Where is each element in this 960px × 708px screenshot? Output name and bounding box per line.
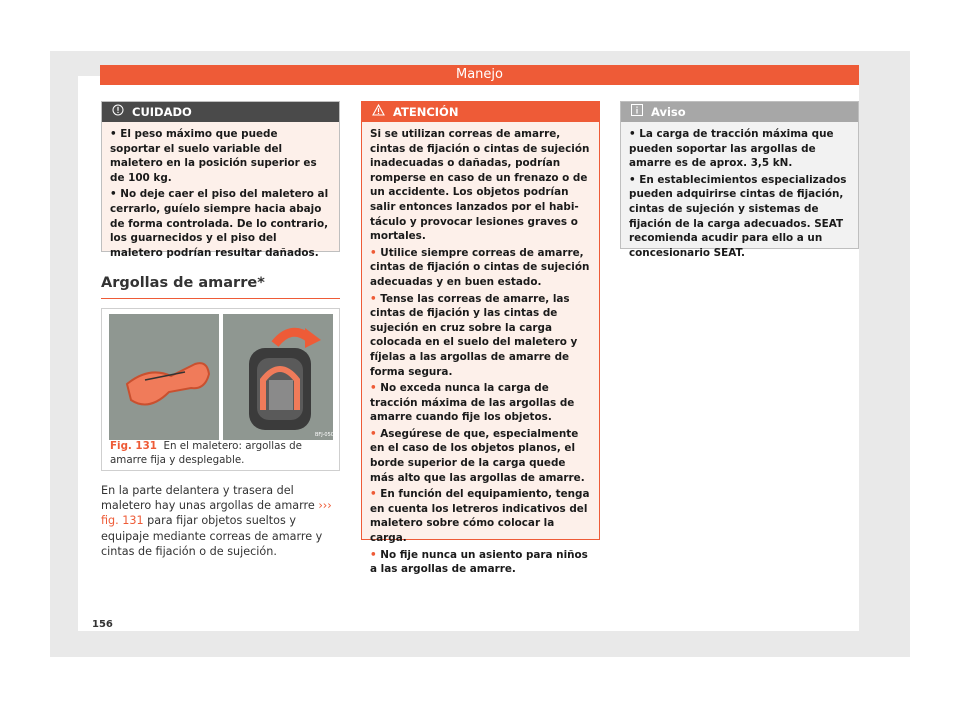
warning-item: • Tense las correas de amarre, las cintas de fijación y las cintas de sujeción en cruz sobre la carga colocada en el suelo del maletero y fíjelas a las argollas de amarre de forma segura. [370, 292, 578, 378]
body-paragraph: En la parte delantera y trasera del maletero hay unas argollas de amarre ››› fig. 131 para fijar objetos sueltos y equipaje mediante correas de amarre y cintas de fijación o de sujeción. [101, 484, 332, 558]
warning-item: • Asegúrese de que, especialmente en el caso de los objetos planos, el borde superior de la carga quede más alto que las argollas de amarre. [370, 427, 585, 484]
warning-intro: Si se utilizan correas de amarre, cintas de fijación o cintas de sujeción inadecuadas o dañadas, podrían romperse en caso de un frenazo o de un accidente. Los objetos podrían salir entonces lanzados por el habitáculo y provocar lesiones graves o mortales. [370, 128, 590, 243]
figure-link[interactable]: fig. 131 [101, 514, 144, 528]
note-box [620, 101, 859, 259]
page-number: 156 [92, 619, 113, 630]
warning-item: • No fije nunca un asiento para niños a las argollas de amarre. [370, 548, 588, 576]
tie-down-rings-illustration [109, 314, 338, 440]
warning-header [362, 102, 599, 122]
caution-item: • No deje caer el piso del maletero al cerrarlo, guíelo siempre hacia abajo de forma controlada. De lo contrario, los guarnecidos y el piso del maletero podrían resultar dañados. [110, 188, 329, 259]
warning-item: • En función del equipamiento, tenga en cuenta los letreros indicativos del maletero sobre cómo colocar la carga. [370, 488, 590, 545]
caution-header [102, 102, 339, 122]
caution-circle-icon [112, 102, 124, 122]
warning-triangle-icon [372, 102, 385, 122]
warning-item: • No exceda nunca la carga de tracción máxima de las argollas de amarre cuando fije los objetos. [370, 382, 575, 424]
reference-arrow: ››› [318, 499, 332, 513]
caution-box [101, 101, 340, 259]
figure-caption: Fig. 131 En el maletero: argollas de amarre fija y desplegable. [110, 440, 302, 466]
info-icon [631, 102, 643, 122]
note-item: • La carga de tracción máxima que pueden soportar las argollas de amarre es de aprox. 3,5 kN. [629, 128, 834, 170]
note-item: • En establecimientos especializados pueden adquirirse cintas de fijación, cintas de sujeción y sistemas de fijación de la carga adecuados. SEAT recomienda acudir para ello a un concesionario SEAT. [629, 173, 847, 259]
warning-box [361, 101, 600, 576]
section-divider [101, 298, 340, 299]
caution-item: • El peso máximo que puede soportar el suelo variable del maletero en la posición superior es de 100 kg. [110, 128, 317, 184]
figure-code: BFJ-0502 [315, 432, 338, 438]
caution-title: CUIDADO [132, 105, 192, 119]
note-title: Aviso [651, 105, 686, 119]
warning-title: ATENCIÓN [393, 105, 459, 119]
section-title: Argollas de amarre* [101, 275, 265, 291]
note-header [621, 102, 858, 122]
warning-item: • Utilice siempre correas de amarre, cintas de fijación o cintas de sujeción adecuadas y en buen estado. [370, 246, 590, 288]
figure-131 [101, 308, 340, 471]
chapter-header: Manejo [100, 65, 859, 85]
